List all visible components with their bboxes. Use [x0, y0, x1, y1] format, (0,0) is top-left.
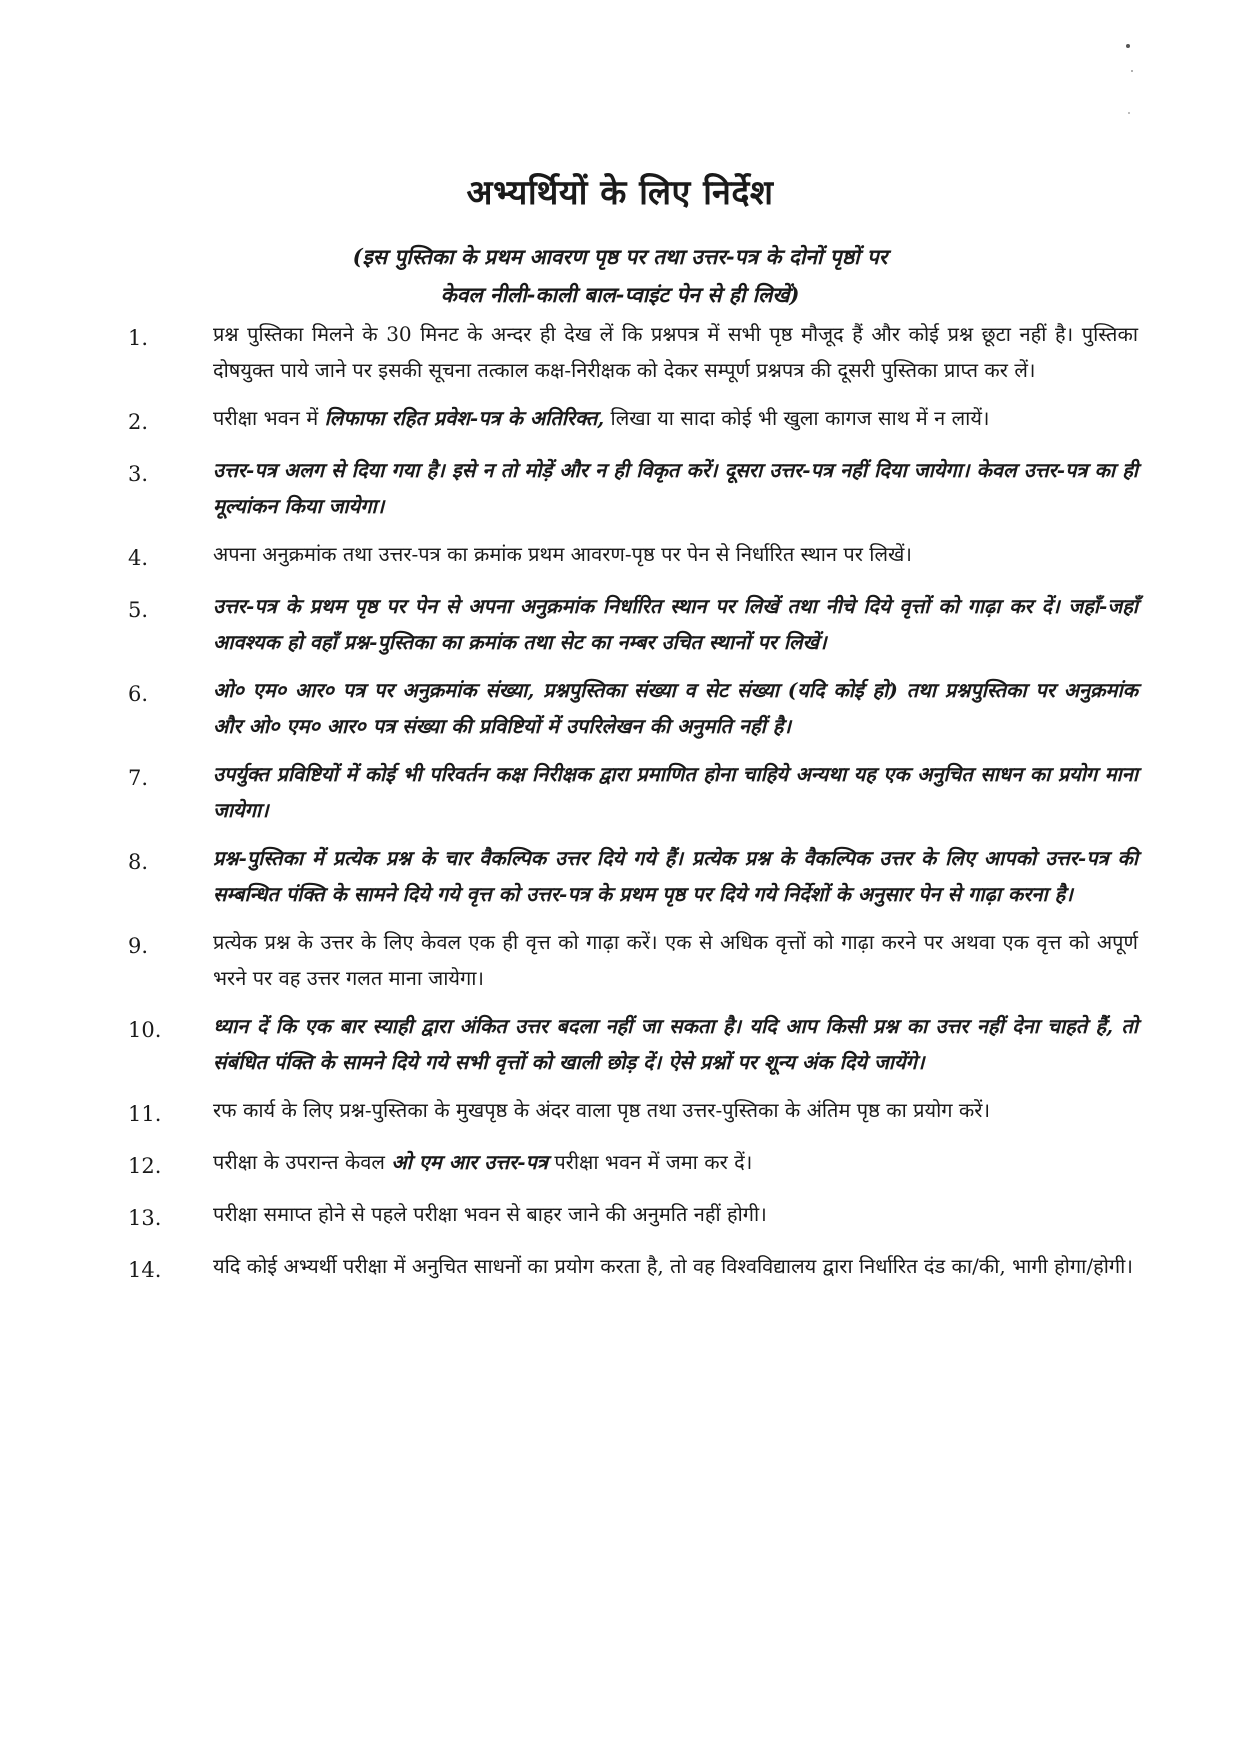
item-number: 10.	[128, 1018, 162, 1042]
instruction-item-6	[128, 672, 1138, 744]
item-text-part: लिखा या सादा कोई भी खुला कागज साथ में न लायें।	[604, 406, 990, 430]
item-number: 8.	[128, 850, 149, 874]
instruction-item-11	[128, 1092, 1138, 1132]
item-text: ध्यान दें कि एक बार स्याही द्वारा अंकित उत्तर बदला नहीं जा सकता है। यदि आप किसी प्रश्न का उत्तर नहीं देना चाहते हैं, तो संबंधित पंक्ति के सामने दिये गये सभी वृत्तों को खाली छोड़ दें। ऐसे प्रश्नों पर शून्य अंक दिये जायेंगे।	[213, 1014, 1138, 1074]
instruction-item-1	[128, 316, 1138, 388]
item-text	[213, 1144, 1138, 1180]
item-text-emphasis: लिफाफा रहित प्रवेश-पत्र के अतिरिक्त,	[324, 406, 605, 430]
instruction-item-2	[128, 400, 1138, 440]
item-text	[213, 400, 1138, 436]
instruction-item-13	[128, 1196, 1138, 1236]
item-number: 4.	[128, 546, 149, 570]
instruction-item-12	[128, 1144, 1138, 1184]
item-text: प्रत्येक प्रश्न के उत्तर के लिए केवल एक ही वृत्त को गाढ़ा करें। एक से अधिक वृत्तों को गाढ़ा करने पर अथवा एक वृत्त को अपूर्ण भरने पर वह उत्तर गलत माना जायेगा।	[213, 930, 1138, 990]
item-number: 14.	[128, 1258, 162, 1282]
subtitle-line: केवल नीली-काली बाल-प्वाइंट पेन से ही लिखें)	[440, 282, 800, 307]
item-number: 1.	[128, 326, 149, 350]
item-text: ओ० एम० आर० पत्र पर अनुक्रमांक संख्या, प्रश्नपुस्तिका संख्या व सेट संख्या (यदि कोई हो) तथा प्रश्नपुस्तिका पर अनुक्रमांक और ओ० एम० आर० पत्र संख्या की प्रविष्टियों में उपरिलेखन की अनुमति नहीं है।	[213, 678, 1138, 738]
instruction-item-5	[128, 588, 1138, 660]
instruction-list	[128, 316, 1138, 1300]
item-text: प्रश्न पुस्तिका मिलने के 30 मिनट के अन्दर ही देख लें कि प्रश्नपत्र में सभी पृष्ठ मौजूद हैं और कोई प्रश्न छूटा नहीं है। पुस्तिका दोषयुक्त पाये जाने पर इसकी सूचना तत्काल कक्ष-निरीक्षक को देकर सम्पूर्ण प्रश्नपत्र की दूसरी पुस्तिका प्राप्त कर लें।	[213, 322, 1138, 382]
item-number: 11.	[128, 1102, 162, 1126]
item-text: प्रश्न-पुस्तिका में प्रत्येक प्रश्न के चार वैकल्पिक उत्तर दिये गये हैं। प्रत्येक प्रश्न के वैकल्पिक उत्तर के लिए आपको उत्तर-पत्र की सम्बन्धित पंक्ति के सामने दिये गये वृत्त को उत्तर-पत्र के प्रथम पृष्ठ पर दिये गये निर्देशों के अनुसार पेन से गाढ़ा करना है।	[213, 846, 1138, 906]
item-text-part: परीक्षा भवन में	[213, 406, 325, 430]
item-number: 2.	[128, 410, 149, 434]
item-text-part: परीक्षा के उपरान्त केवल	[213, 1150, 392, 1174]
item-text-part: परीक्षा भवन में जमा कर दें।	[547, 1150, 753, 1174]
item-number: 5.	[128, 598, 149, 622]
scan-speck	[1128, 112, 1130, 114]
item-text: उत्तर-पत्र अलग से दिया गया है। इसे न तो मोड़ें और न ही विकृत करें। दूसरा उत्तर-पत्र नहीं दिया जायेगा। केवल उत्तर-पत्र का ही मूल्यांकन किया जायेगा।	[213, 458, 1138, 518]
item-number: 3.	[128, 462, 149, 486]
page-title: अभ्यर्थियों के लिए निर्देश	[466, 173, 774, 213]
item-text-emphasis: ओ एम आर उत्तर-पत्र	[391, 1150, 548, 1174]
item-number: 13.	[128, 1206, 162, 1230]
item-number: 12.	[128, 1154, 162, 1178]
instruction-item-3	[128, 452, 1138, 524]
item-text: उपर्युक्त प्रविष्टियों में कोई भी परिवर्तन कक्ष निरीक्षक द्वारा प्रमाणित होना चाहिये अन्यथा यह एक अनुचित साधन का प्रयोग माना जायेगा।	[213, 762, 1138, 822]
instruction-item-9	[128, 924, 1138, 996]
instruction-item-4	[128, 536, 1138, 576]
page-subtitle	[0, 238, 1240, 314]
instruction-item-14	[128, 1248, 1138, 1288]
item-text: परीक्षा समाप्त होने से पहले परीक्षा भवन से बाहर जाने की अनुमति नहीं होगी।	[213, 1202, 767, 1226]
item-text: अपना अनुक्रमांक तथा उत्तर-पत्र का क्रमांक प्रथम आवरण-पृष्ठ पर पेन से निर्धारित स्थान पर लिखें।	[213, 542, 912, 566]
item-number: 6.	[128, 682, 149, 706]
instruction-item-8	[128, 840, 1138, 912]
item-text: रफ कार्य के लिए प्रश्न-पुस्तिका के मुखपृष्ठ के अंदर वाला पृष्ठ तथा उत्तर-पुस्तिका के अंतिम पृष्ठ का प्रयोग करें।	[213, 1098, 991, 1122]
instruction-item-10	[128, 1008, 1138, 1080]
item-text: यदि कोई अभ्यर्थी परीक्षा में अनुचित साधनों का प्रयोग करता है, तो वह विश्वविद्यालय द्वारा निर्धारित दंड का/की, भागी होगा/होगी।	[213, 1254, 1133, 1278]
item-number: 9.	[128, 934, 149, 958]
instruction-item-7	[128, 756, 1138, 828]
subtitle-line: (इस पुस्तिका के प्रथम आवरण पृष्ठ पर तथा उत्तर-पत्र के दोनों पृष्ठों पर	[352, 244, 888, 269]
scan-speck	[1126, 44, 1130, 48]
scan-speck	[1131, 70, 1133, 72]
item-text: उत्तर-पत्र के प्रथम पृष्ठ पर पेन से अपना अनुक्रमांक निर्धारित स्थान पर लिखें तथा नीचे दिये वृत्तों को गाढ़ा कर दें। जहाँ-जहाँ आवश्यक हो वहाँ प्रश्न-पुस्तिका का क्रमांक तथा सेट का नम्बर उचित स्थानों पर लिखें।	[213, 594, 1138, 654]
item-number: 7.	[128, 766, 149, 790]
